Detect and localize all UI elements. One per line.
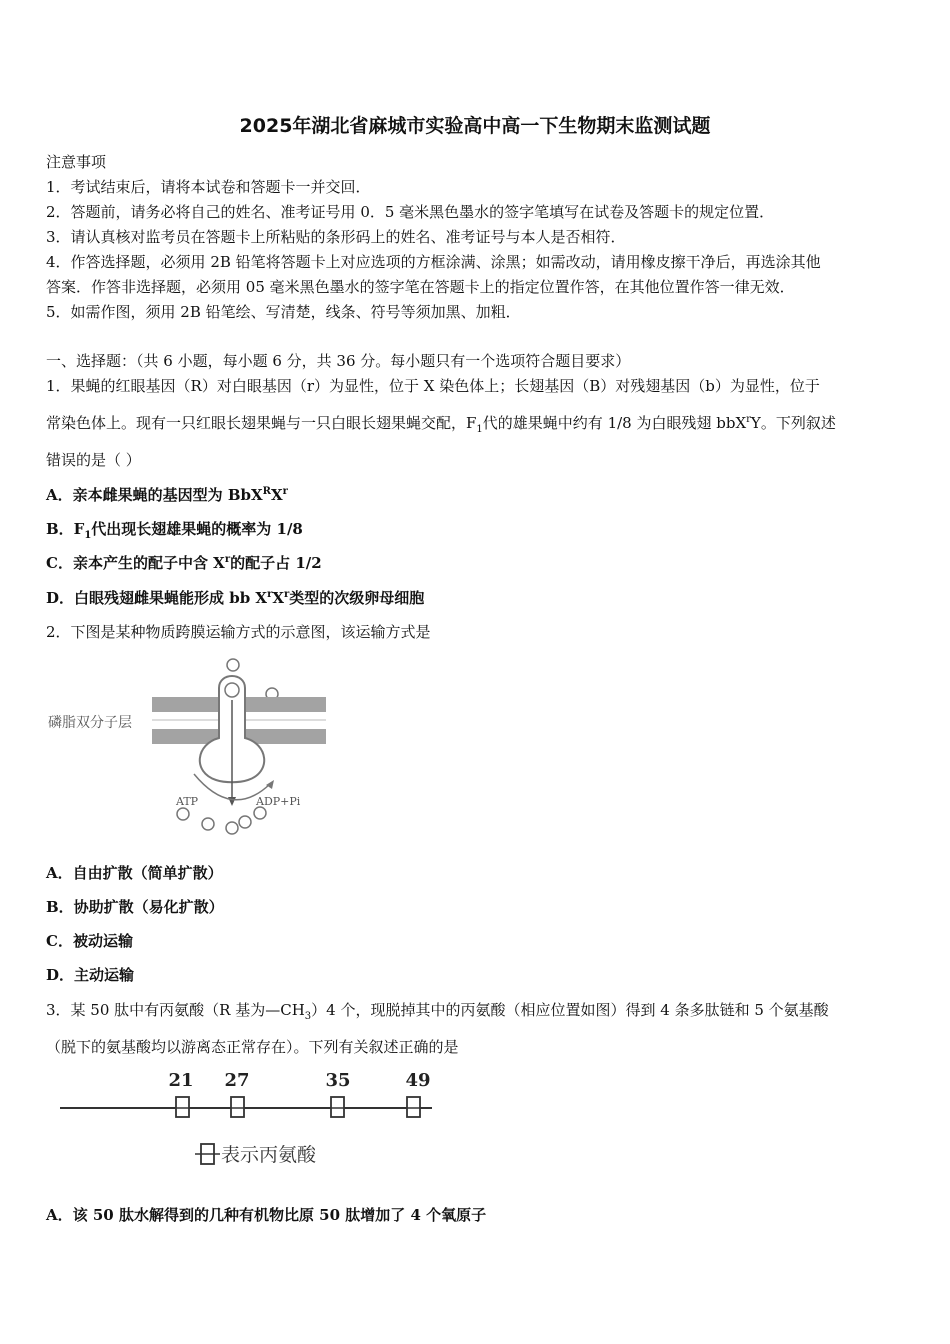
alanine-marker [407, 1097, 420, 1117]
q2-option-d[interactable]: D．主动运输 [46, 966, 135, 984]
q3-stem-line1: 3．某 50 肽中有丙氨酸（R 基为$—CH_3)4$ 个，现脱掉其中的丙氨酸（相应位置如图）得到 4 条多肽链和 5 个氨基酸 [46, 1001, 829, 1022]
q3-stem-line2: （脱下的氨基酸均以游离态正常存在）。下列有关叙述正确的是 [46, 1038, 459, 1056]
position-label: 21 [168, 1070, 194, 1091]
position-label: 49 [405, 1070, 431, 1091]
q1-stem-line2: 常染色体上。现有一只红眼长翅果蝇与一只白眼长翅果蝇交配，$F_1$代的雄果蝇中约有 1/8 为白眼残翅 bbX$^r$Y。下列叙述 [46, 414, 836, 435]
q1-stem-line3: 错误的是（ ） [46, 451, 141, 469]
notice-item: 1．考试结束后，请将本试卷和答题卡一并交回． [46, 178, 371, 196]
alanine-marker [331, 1097, 344, 1117]
notice-item: 4．作答选择题，必须用 2B 铅笔将答题卡上对应选项的方框涂满、涂黑；如需改动，请用橡皮擦干净后，再选涂其他 [46, 253, 821, 271]
notice-item: 5．如需作图，须用 2B 铅笔绘、写清楚，线条、符号等须加黑、加粗． [46, 303, 521, 321]
alanine-marker [176, 1097, 189, 1117]
q1-option-c[interactable]: C．亲本产生的配子中含 $X^r$的配子占 1/2 [46, 554, 322, 572]
notice-item: 2．答题前，请务必将自己的姓名、准考证号用 0．5 毫米黑色墨水的签字笔填写在试卷及答题卡的规定位置． [46, 203, 775, 221]
q2-option-b[interactable]: B．协助扩散（易化扩散） [46, 898, 224, 916]
membrane-label: 磷脂双分子层 [48, 715, 132, 731]
notice-item: 答案．作答非选择题，必须用 05 毫米黑色墨水的签字笔在答题卡上的指定位置作答，在其他位置作答一律无效． [46, 278, 795, 296]
q1-option-a[interactable]: A．亲本雌果蝇的基因型为 $BbX^RX^r$ [46, 486, 288, 504]
notice-heading: 注意事项 [46, 153, 107, 171]
q2-stem: 2．下图是某种物质跨膜运输方式的示意图，该运输方式是 [46, 623, 431, 641]
section-heading: 一、选择题：（共 6 小题，每小题 6 分，共 36 分。每小题只有一个选项符合题目要求） [46, 352, 631, 370]
alanine-marker [231, 1097, 244, 1117]
q3-option-a[interactable]: A．该 50 肽水解得到的几种有机物比原 50 肽增加了 4 个氧原子 [46, 1206, 487, 1224]
q1-option-d[interactable]: D．白眼残翅雌果蝇能形成 bb $X^rX^r$类型的次级卵母细胞 [46, 589, 425, 607]
membrane-transport-figure [44, 650, 334, 840]
page-title: 2025年湖北省麻城市实验高中高一下生物期末监测试题 [239, 115, 711, 137]
atp-label: ATP [176, 795, 199, 808]
q1-option-b[interactable]: B．$F_1$代出现长翅雄果蝇的概率为 1/8 [46, 520, 303, 541]
q1-stem-line1: 1．果蝇的红眼基因（R）对白眼基因（r）为显性，位于 X 染色体上；长翅基因（B）对残翅基因（b）为显性，位于 [46, 377, 820, 395]
position-label: 27 [224, 1070, 250, 1091]
legend-label: 表示丙氨酸 [221, 1144, 317, 1166]
q2-option-c[interactable]: C．被动运输 [46, 932, 133, 950]
adp-label: ADP+Pi [256, 795, 301, 808]
peptide-chain-figure [55, 1062, 445, 1178]
position-label: 35 [325, 1070, 351, 1091]
q2-option-a[interactable]: A．自由扩散（简单扩散） [46, 864, 223, 882]
notice-item: 3．请认真核对监考员在答题卡上所粘贴的条形码上的姓名、准考证号与本人是否相符． [46, 228, 626, 246]
